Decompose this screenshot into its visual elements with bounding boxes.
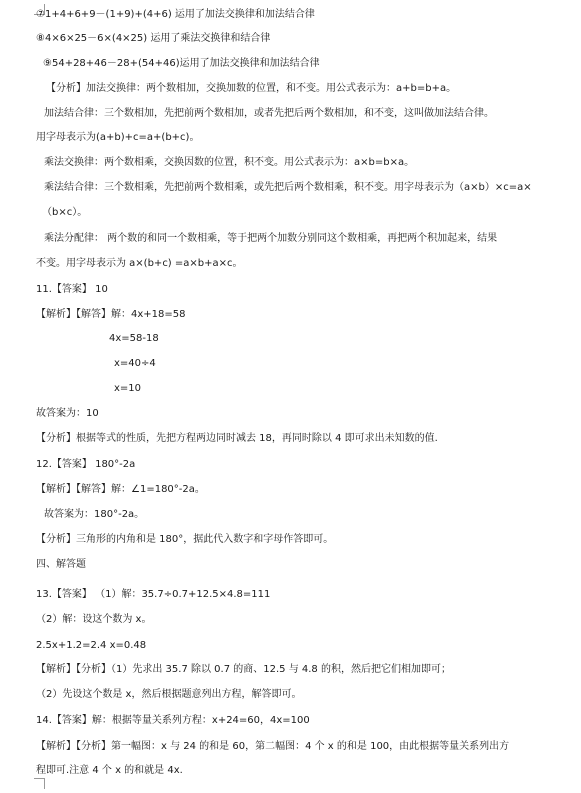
text-line: x=40÷4 [114, 358, 156, 369]
text-line: 故答案为：180°-2a。 [44, 509, 145, 520]
text-line: 四、解答题 [36, 559, 86, 570]
text-line: 用字母表示为(a+b)+c=a+(b+c)。 [36, 132, 200, 143]
text-line: 2.5x+1.2=2.4 x=0.48 [36, 640, 147, 651]
text-line: x=10 [114, 383, 142, 394]
text-line: （b×c）。 [42, 207, 88, 218]
text-line: 【分析】三角形的内角和是 180°，据此代入数字和字母作答即可。 [36, 534, 334, 545]
text-line: 4x=58-18 [109, 333, 159, 344]
text-line: 12.【答案】 180°-2a [36, 459, 136, 470]
text-line: （2）先设这个数是 x，然后根据题意列出方程，解答即可。 [36, 689, 302, 700]
text-line: 【解析】【分析】第一幅图：x 与 24 的和是 60，第二幅图：4 个 x 的和是 100，由此根据等量关系列出方 [36, 741, 510, 752]
text-line: 加法结合律：三个数相加，先把前两个数相加，或者先把后两个数相加，和不变，这叫做加法结合律。 [44, 108, 494, 119]
text-line: 【解析】【分析】（1）先求出 35.7 除以 0.7 的商、12.5 与 4.8 的积，然后把它们相加即可； [36, 664, 451, 675]
text-line: （2）解：设这个数为 x。 [36, 614, 152, 625]
text-line: ⑧4×6×25－6×(4×25) 运用了乘法交换律和结合律 [36, 33, 271, 44]
text-line: ⑨54+28+46－28+(54+46)运用了加法交换律和加法结合律 [43, 58, 320, 69]
text-line: ⑦1+4+6+9－(1+9)+(4+6) 运用了加法交换律和加法结合律 [36, 9, 315, 20]
text-line: 乘法分配律： 两个数的和同一个数相乘，等于把两个加数分别同这个数相乘，再把两个积加起来，结果 [44, 233, 498, 244]
text-line: 乘法交换律：两个数相乘，交换因数的位置，积不变。用公式表示为：a×b=b×a。 [44, 157, 415, 168]
text-line: 11.【答案】 10 [36, 284, 108, 295]
text-line: 13.【答案】 （1）解：35.7÷0.7+12.5×4.8=111 [36, 589, 271, 600]
text-line: 【分析】根据等式的性质，先把方程两边同时减去 18，再同时除以 4 即可求出未知数的值. [36, 433, 438, 444]
text-line: 【解析】【解答】解：4x+18=58 [36, 309, 186, 320]
page-corner-mark-bottom [34, 778, 45, 789]
text-line: 【分析】加法交换律：两个数相加，交换加数的位置，和不变。用公式表示为：a+b=b+a。 [46, 83, 457, 94]
text-line: 14.【答案】解：根据等量关系列方程：x+24=60，4x=100 [36, 715, 310, 726]
text-line: 不变。用字母表示为 a×(b+c) =a×b+a×c。 [36, 258, 243, 269]
text-line: 【解析】【解答】解：∠1=180°-2a。 [36, 484, 205, 495]
text-line: 程即可.注意 4 个 x 的和就是 4x. [36, 765, 183, 776]
text-line: 故答案为：10 [36, 408, 99, 419]
text-line: 乘法结合律：三个数相乘，先把前两个数相乘，或先把后两个数相乘，积不变。用字母表示为（a×b）×c=a× [44, 182, 532, 193]
